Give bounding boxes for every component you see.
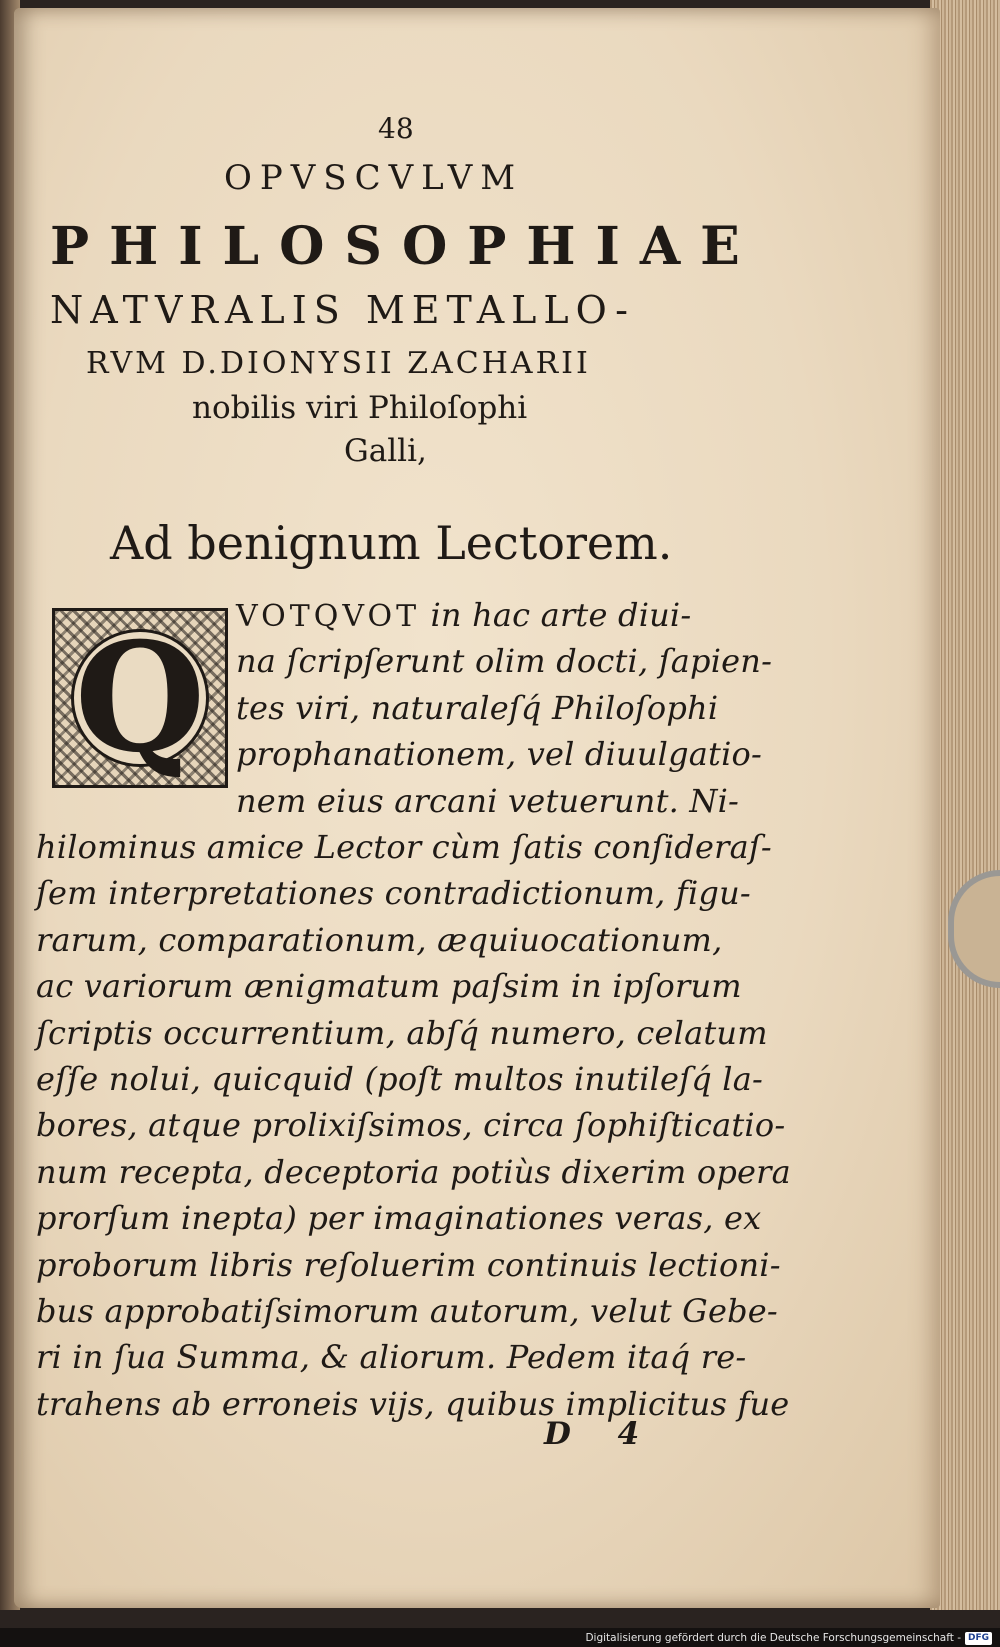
title-line-2: PHILOSOPHIAE: [50, 216, 760, 277]
title-line-4: RVM D.DIONYSII ZACHARII: [86, 346, 591, 381]
book-page: [14, 8, 940, 1608]
signature-mark: D 4: [544, 1416, 658, 1452]
text-line: prorſum inepta) per imaginationes veras, ex: [36, 1199, 762, 1238]
section-heading: Ad benignum Lectorem.: [110, 516, 673, 570]
title-line-3: NATVRALIS METALLO-: [50, 288, 636, 332]
text-line: ri in ſua Summa, & aliorum. Pedem itaq́ re-: [36, 1338, 747, 1377]
book-fore-edge: [930, 0, 1000, 1610]
text-line: proborum libris reſoluerim continuis lectioni-: [36, 1245, 781, 1284]
text-line: hilominus amice Lector cùm ſatis conſideraſ-: [36, 828, 772, 866]
text-line: tes viri, naturaleſq́ Philoſophi: [236, 688, 719, 727]
title-line-1: OPVSCVLVM: [224, 158, 524, 198]
footer-credit: [585, 1631, 992, 1645]
footer-text: Digitalisierung gefördert durch die Deutsche Forschungsgemeinschaft -: [585, 1632, 961, 1644]
text-line: ſcriptis occurrentium, abſq́ numero, celatum: [36, 1013, 768, 1052]
text-line: na ſcripſerunt olim docti, ſapien-: [236, 642, 773, 681]
text-line: bores, atque prolixiſsimos, circa ſophiſticatio-: [36, 1106, 786, 1145]
text-line: trahens ab erroneis vijs, quibus implicitus fue: [36, 1384, 790, 1423]
text-line: eſſe nolui, quicquid (poſt multos inutileſq́ la-: [36, 1060, 764, 1098]
title-line-6: Galli,: [344, 433, 427, 469]
page-number: 48: [378, 112, 414, 145]
text-line: prophanationem, vel diuulgatio-: [236, 735, 763, 774]
initial-letter: Q: [71, 629, 209, 767]
text-line: ac variorum ænigmatum paſsim in ipſorum: [36, 967, 742, 1006]
decorated-initial: [52, 608, 228, 788]
text-line: bus approbatiſsimorum autorum, velut Gebe-: [36, 1292, 778, 1330]
text-line: ſem interpretationes contradictionum, figu-: [36, 874, 751, 913]
title-line-5: nobilis viri Philoſophi: [192, 390, 528, 426]
text-line: num recepta, deceptoria potiùs dixerim opera: [36, 1152, 791, 1191]
text-line: VOTQVOT in hac arte diui-: [236, 596, 692, 634]
text-line: nem eius arcani vetuerunt. Ni-: [236, 781, 740, 820]
dfg-logo: DFG: [965, 1632, 992, 1645]
text-line: rarum, comparationum, æquiuocationum,: [36, 920, 723, 959]
